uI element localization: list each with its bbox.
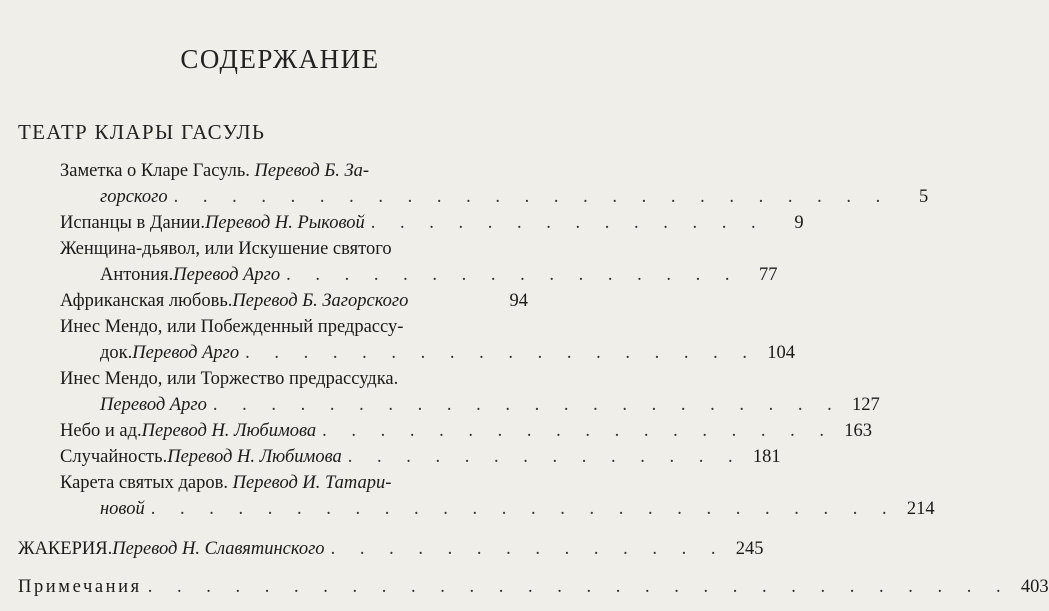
toc-entry-translator: Перевод Б. Загорского	[232, 291, 409, 311]
toc-entry-line	[60, 340, 795, 366]
toc-entry-title: Инес Мендо, или Побежденный предрассу-	[60, 317, 404, 337]
toc-entry-line	[60, 262, 778, 288]
toc-entry[interactable]	[18, 574, 1049, 600]
toc-entry[interactable]	[60, 444, 781, 470]
toc-entry-translator: Перевод Н. Славятинского	[112, 539, 325, 559]
page-number: 77	[759, 265, 778, 285]
leader-dots: . . . . . . . . . . . . . . . . . . . . . .	[212, 395, 842, 415]
toc-entry-line	[60, 210, 804, 236]
toc-entry[interactable]	[60, 158, 929, 210]
leader-dots: . . . . . . . . . . . . . . . .	[286, 265, 740, 285]
toc-entry-title: Случайность.	[60, 447, 168, 467]
page-title: СОДЕРЖАНИЕ	[180, 44, 380, 74]
toc-entry-title: Заметка о Кларе Гасуль.	[60, 161, 255, 181]
toc-entry[interactable]	[60, 236, 778, 288]
toc-entry-title: Женщина-дьявол, или Искушение святого	[60, 239, 392, 259]
page-number: 163	[844, 421, 873, 441]
page-number: 5	[918, 187, 929, 207]
toc-entry[interactable]	[60, 288, 528, 314]
toc-entry-line	[60, 418, 873, 444]
leader-dots: . . . . . . . . . . . . . . . . . .	[245, 343, 757, 363]
leader-dots: . . . . . . . . . . . . . . . . . . . . . . . . .	[173, 187, 891, 207]
page-number: 214	[906, 499, 935, 519]
leader-dots: . . . . . . . . . . . . . .	[370, 213, 766, 233]
toc-entry-title: Небо и ад.	[60, 421, 142, 441]
toc-entry-translator: Перевод Н. Рыковой	[205, 213, 365, 233]
toc-entry-translator: Перевод Арго	[100, 395, 207, 415]
page-number: 94	[509, 291, 528, 311]
toc-entry-translator: Перевод И. Татари-	[232, 473, 392, 493]
leader-dots: . . . . . . . . . . . . . . . . . .	[322, 421, 835, 441]
page-number: 403	[1020, 577, 1049, 597]
toc-entry-line	[60, 470, 528, 496]
section-heading: ТЕАТР КЛАРЫ ГАСУЛЬ	[18, 120, 266, 144]
toc-entry-title: док.	[100, 343, 133, 363]
toc-entry-translator: Перевод Н. Любимова	[167, 447, 342, 467]
toc-entry[interactable]	[60, 470, 935, 522]
leader-dots: . . . . . . . . . . . . . .	[347, 447, 743, 467]
toc-entry[interactable]	[18, 536, 764, 562]
toc-entry-line	[60, 184, 929, 210]
toc-entry-title: ЖАКЕРИЯ.	[18, 539, 113, 559]
page-number: 245	[735, 539, 764, 559]
page-number: 181	[752, 447, 781, 467]
toc-entry-line	[60, 158, 528, 184]
leader-dots: . . . . . . . . . . . . . . . . . . . . . . . . . . . . . .	[147, 577, 1011, 597]
toc-entry-translator: горского	[100, 187, 168, 207]
toc-entry[interactable]	[60, 366, 880, 418]
toc-entry-translator: Перевод Арго	[173, 265, 281, 285]
toc-entry-title: Испанцы в Дании.	[60, 213, 206, 233]
toc-entry-line	[60, 444, 781, 470]
page-number: 104	[767, 343, 795, 363]
toc-entry-translator: новой	[100, 499, 145, 519]
toc-entry-line	[18, 574, 1049, 600]
toc-entry-translator: Перевод Арго	[132, 343, 240, 363]
page-number: 127	[851, 395, 880, 415]
toc-entry[interactable]	[60, 210, 804, 236]
toc-entry[interactable]	[60, 314, 795, 366]
toc-entry[interactable]	[60, 418, 873, 444]
leader-dots: . . . . . . . . . . . . . .	[330, 539, 726, 559]
toc-entry-line	[18, 536, 764, 562]
toc-entry-title: Антония.	[100, 265, 174, 285]
toc-entry-title: Африканская любовь.	[60, 291, 233, 311]
toc-entry-title: Примечания	[18, 577, 142, 597]
toc-entry-translator: Перевод Н. Любимова	[141, 421, 317, 441]
toc-entry-translator: Перевод Б. За-	[254, 161, 370, 181]
toc-entry-line	[60, 496, 935, 522]
toc-entry-line	[60, 392, 880, 418]
toc-entry-line	[60, 288, 528, 314]
leader-dots: . . . . . . . . . . . . . . . . . . . . . . . . . .	[150, 499, 897, 519]
toc-entry-title: Инес Мендо, или Торжество предрассудка.	[60, 369, 399, 389]
page-number: 9	[794, 213, 804, 233]
toc-entry-title: Карета святых даров.	[60, 473, 233, 493]
